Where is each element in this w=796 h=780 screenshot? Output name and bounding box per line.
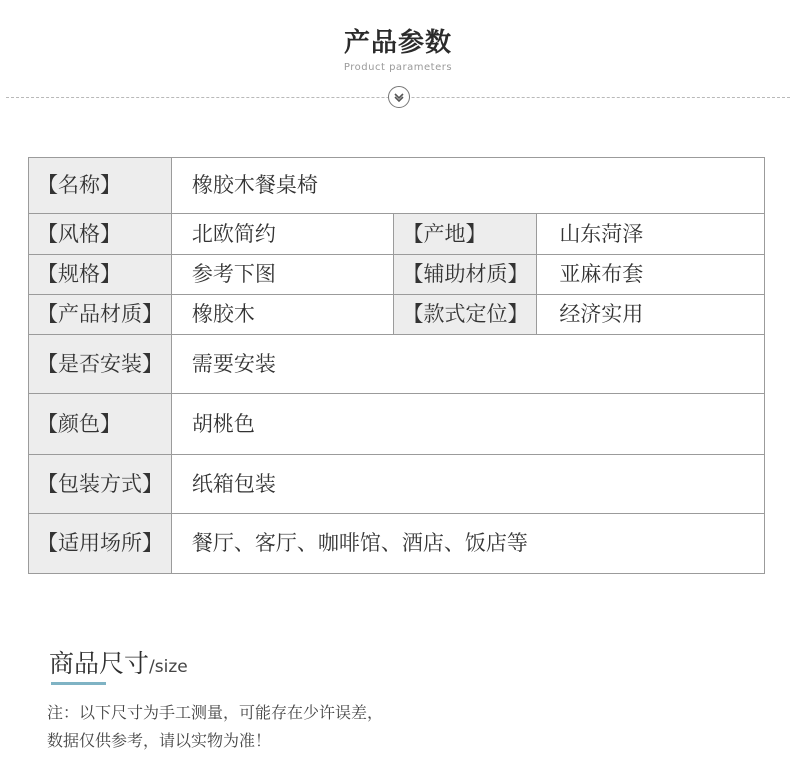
usage-value: 餐厅、客厅、咖啡馆、酒店、饭店等 xyxy=(171,514,764,574)
accent-underline xyxy=(51,682,106,685)
table-row xyxy=(29,295,765,335)
name-label: 【名称】 xyxy=(29,158,172,214)
table-row xyxy=(29,255,765,295)
style-position-label: 【款式定位】 xyxy=(394,295,537,335)
table-row xyxy=(29,158,765,214)
color-label: 【颜色】 xyxy=(29,394,172,455)
size-note-line-2: 数据仅供参考，请以实物为准！ xyxy=(47,731,272,750)
origin-value: 山东菏泽 xyxy=(537,214,765,255)
spec-label: 【规格】 xyxy=(29,255,172,295)
table-row xyxy=(29,514,765,574)
size-section-title xyxy=(49,644,188,680)
table-row xyxy=(29,394,765,455)
color-value: 胡桃色 xyxy=(171,394,764,455)
page-title: 产品参数 xyxy=(343,28,452,58)
aux-material-value: 亚麻布套 xyxy=(537,255,765,295)
usage-label: 【适用场所】 xyxy=(29,514,172,574)
spec-value: 参考下图 xyxy=(171,255,394,295)
page-subtitle: Product parameters xyxy=(343,62,453,73)
size-title-cn: 商品尺寸 xyxy=(49,649,150,678)
aux-material-label: 【辅助材质】 xyxy=(394,255,537,295)
table-row xyxy=(29,214,765,255)
install-value: 需要安装 xyxy=(171,335,764,394)
style-value: 北欧简约 xyxy=(171,214,394,255)
material-label: 【产品材质】 xyxy=(29,295,172,335)
size-note-line-1: 注：以下尺寸为手工测量，可能存在少许误差， xyxy=(47,703,384,722)
origin-label: 【产地】 xyxy=(394,214,537,255)
table-row xyxy=(29,335,765,394)
chevron-down-icon xyxy=(388,86,410,108)
packaging-label: 【包装方式】 xyxy=(29,455,172,514)
size-title-en: /size xyxy=(149,657,188,677)
material-value: 橡胶木 xyxy=(171,295,394,335)
packaging-value: 纸箱包装 xyxy=(171,455,764,514)
name-value: 橡胶木餐桌椅 xyxy=(171,158,764,214)
install-label: 【是否安装】 xyxy=(29,335,172,394)
table-row xyxy=(29,455,765,514)
product-params-table xyxy=(28,157,765,574)
style-label: 【风格】 xyxy=(29,214,172,255)
style-position-value: 经济实用 xyxy=(537,295,765,335)
